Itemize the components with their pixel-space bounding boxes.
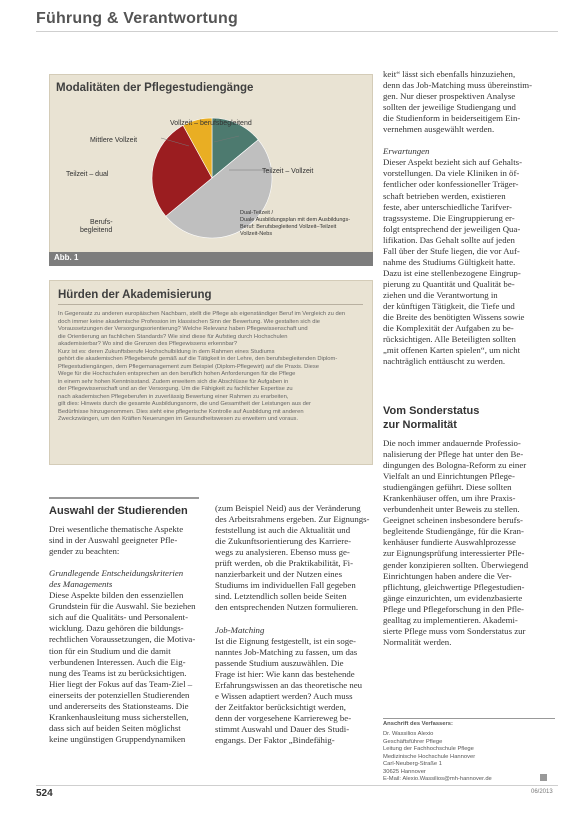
text-line: Pflege und Pflegeforschung in den Pfle- [383, 603, 524, 614]
text-line: Fall über der Stufe liegen, die vor Auf- [383, 245, 520, 256]
text-line: Krankenhausleitung muss sicherstellen, [49, 711, 189, 722]
text-line: vorstellungen. Da viele Kliniken in öf- [383, 168, 520, 179]
text-line: Dr. Wassilios Alexio [383, 731, 434, 737]
footer-rule [36, 785, 558, 786]
text-line: Dieser Aspekt bezieht sich auf Gehalts- [383, 157, 522, 168]
section-heading-2: Vom Sonderstatus [383, 405, 480, 417]
address-block [383, 731, 492, 784]
text-line: gender zu beachten: [49, 546, 120, 557]
text-line: wegs zu analysieren. Ebenso muss ge- [215, 547, 350, 558]
text-line: in einem sehr hohen Kenntnisstand. Zudem erweitern sich die Abschlüsse für Aufgaben in [58, 378, 289, 385]
address-title: Anschrift des Verfassers: [383, 721, 453, 727]
text-line: dass sich auf beiden Seiten möglichst [49, 722, 181, 733]
text-line: des Managements [49, 579, 113, 590]
text-line: Drei wesentliche thematische Aspekte [49, 524, 184, 534]
text-line: gehört die akademischen Pflegeberufe gemäß auf die Tätigkeit in der Lehre, den berufsbegleitenden Diplom- [58, 356, 338, 362]
text-line: Diese Aspekte bilden den essenziellen [49, 590, 184, 601]
text-line: fentlicher oder konfessioneller Träger- [383, 179, 519, 190]
text-line: keit“ lässt sich ebenfalls hinzuziehen, [383, 69, 516, 79]
text-line: Job-Matching [215, 624, 265, 635]
text-column-2 [215, 503, 370, 746]
text-line: pflichtung, gleichwertige Pflegestudien- [383, 581, 525, 592]
text-line: Pflegestudiengängen, dem Pflegemanagement zum Beispiel (Diplom-Pflegewirt) auf die Praxis. Diese [58, 363, 319, 370]
text-line: Grundlegende Entscheidungskriterien [49, 568, 184, 579]
text-line: keine ungünstigen Gruppendynamiken [49, 733, 186, 744]
text-column-3-bottom [383, 438, 555, 648]
pie-label-bottom-left-2: begleitend [80, 227, 113, 234]
text-line: feststellung ist auch die Aktualität und [215, 525, 351, 536]
text-line: wicklung. Dazu gehören die bildungs- [49, 623, 184, 634]
text-line: doch immer keine akademische Profession im klassischen Sinn der Bewertung. Wie gestalten sich die [58, 318, 320, 325]
text-line: sich auf die Qualitäts- und Personalent- [49, 612, 189, 623]
text-line: zur Eignungsprüfung interessierter Pfle- [383, 548, 525, 559]
text-line: engangs. Der Faktor „Bindefähig- [215, 734, 335, 745]
text-line: Frage ist hier: Wie kann das bestehende [215, 668, 355, 679]
section-heading-2-line-2: zur Normalität [383, 419, 457, 431]
figure-title: Modalitäten der Pflegestudiengänge [56, 82, 254, 94]
text-line: Wege für die Hochschulen entsprechen an den beruflich hohen Anforderungen für die Pflege [58, 371, 296, 377]
text-line: sierte Pflege muss vom Sonderstatus zur [383, 625, 526, 636]
text-line: ziehen und die Verantwortung in [383, 289, 498, 300]
text-line: nalisierung der Pflege hat unter den Be- [383, 449, 524, 460]
text-line: nanntes Job-Matching zu fassen, um das [215, 646, 358, 657]
text-line: nachträglich enttäuscht zu werden. [383, 356, 506, 367]
text-line: In Gegensatz zu anderen europäischen Nachbarn, stellt die Pflege als eigenständiger Beruf im Vergleich zu den [58, 311, 346, 317]
text-column-1 [49, 524, 199, 745]
issue-label: 06/2013 [531, 789, 553, 795]
text-line: Dazu ist eine stellenbezogene Eingrup- [383, 267, 521, 278]
text-line: des Arbeitsrahmens ergeben. Zur Eignungs- [215, 514, 370, 525]
text-line: Geeignet scheinen insbesondere berufs- [383, 515, 523, 526]
text-line: einerseits der potenziellen Studierenden [49, 689, 190, 700]
section-title: Führung & Verantwortung [36, 10, 238, 27]
text-line: lifikation. Das Gehalt sollte auf jeden [383, 234, 515, 245]
text-line: Medizinische Hochschule Hannover [383, 753, 476, 760]
text-line: kenhäuser fundierte Auswahlprozesse [383, 537, 516, 548]
text-line: die Breite des benötigten Wissens sowie [383, 312, 525, 323]
text-line: Voraussetzungen der Versorgungsorientierung? Welche Relevanz haben Pflegewissenschaft und [58, 326, 308, 332]
figure-caption: Abb. 1 [54, 253, 79, 262]
page-number: 524 [36, 788, 53, 799]
text-line: folgt entsprechend der jeweiligen Qua- [383, 223, 521, 234]
text-line: passende Studium auszuwählen. Die [215, 657, 344, 668]
text-line: rechtlichen Voraussetzungen, die Motiva- [49, 634, 196, 645]
text-line: nach akademischen Pflegeberufen in zuverlässig Bewertung einer Rahmen zu erarbeiten, [58, 393, 289, 400]
text-line: sind in der Auswahl geeigneter Pfle- [49, 535, 178, 546]
pie-label-left-mid: Teilzeit – dual [66, 171, 109, 178]
pie-label-left-top: Mittlere Vollzeit [90, 137, 138, 144]
text-line: den entsprechenden Nutzen formulieren. [215, 602, 359, 613]
text-line: Geschäftsführer Pflege [383, 738, 443, 745]
text-line: der Pflegewissenschaft und an der Versorgung. Um die Fähigkeit zu fachlicher Expertise zu [58, 386, 293, 392]
pie-label-bottom-left: Berufs- [90, 219, 113, 226]
text-line: Zweckzwängen, um den Kräften Neuerungen im Gesundheitswesen zu erweitern und voraus. [58, 416, 299, 422]
text-line: Erfahrungswissen an das theoretische neu [215, 679, 363, 690]
text-line: Normalität werden. [383, 636, 452, 647]
text-line: und andererseits des Stationsteams. Die [49, 700, 189, 711]
text-line: Krankenhäuser offen, um ihre Praxis- [383, 493, 516, 504]
pie-label-right: Teilzeit – Vollzeit [262, 168, 314, 175]
text-column-3-top [383, 69, 555, 367]
text-line: die Zukunftsorientierung des Karriere- [215, 536, 352, 547]
text-line: gender konzipieren sollten. Überwiegend [383, 559, 529, 570]
text-line: der künftigen Tätigkeit, die Tiefe und [383, 300, 515, 311]
address-rule [383, 718, 555, 719]
text-line: prüft werden, ob die Praktikabilität, Fi- [215, 558, 354, 569]
pie-chart [49, 74, 371, 264]
text-line [49, 557, 199, 568]
text-line: Ist die Eignung festgestellt, ist ein soge- [215, 635, 356, 646]
text-line: gealltag zu implementieren. Akademi- [383, 614, 518, 625]
text-line: pierung zu Quantität und Qualität be- [383, 278, 515, 289]
text-line: sollten der jeweilige Studiengang und [383, 102, 516, 113]
text-line [215, 613, 365, 624]
figure-caption-bar [49, 252, 373, 266]
text-line: die Studienform in beiderseitigem Ein- [383, 113, 521, 124]
text-line: Kurz ist es: deren Zukunftsberufe Hochschulbildung in dem Rahmen eines Studiums [58, 348, 275, 355]
pie-note-1: Dual-Teilzeit / [240, 210, 274, 216]
text-line: nahme des Studiums Gültigkeit hatte. [383, 256, 516, 267]
text-line: verbundenen Interessen. Auch die Eig- [49, 656, 186, 667]
text-line: tragssysteme. Die Eingruppierung er- [383, 212, 515, 223]
text-line: vernehmen ausgewählt werden. [383, 124, 495, 135]
text-line: die Orientierung an fachlichen Standards? Wie sind diese für Aufstieg durch Hochschulen [58, 333, 288, 340]
text-line: E-Mail: Alexio.Wassilios@mh-hannover.de [383, 776, 492, 782]
text-line: nung des Teams ist zu berücksichtigen. [49, 667, 187, 678]
text-line: die Komplexität der Aufgaben zu be- [383, 323, 514, 334]
text-line: Vielfalt an und Einrichtungen Pflege- [383, 471, 515, 482]
text-line: Erwartungen [383, 146, 430, 157]
info-box-rule [58, 304, 363, 305]
text-line: Grundstein für die Auswahl. Sie beziehen [49, 601, 196, 612]
text-line: (zum Beispiel Neid) aus der Veränderung [215, 503, 361, 513]
text-line: 30625 Hannover [383, 768, 426, 775]
heading-rule [49, 497, 199, 499]
pie-note-4: Vollzeit-Nebs [240, 231, 273, 237]
text-line: stimmt Auswahl und Dauer des Studi- [215, 723, 350, 734]
text-line: akademisierbar? Wo sind die Grenzen des Pflegewissens erkennbar? [58, 341, 238, 347]
section-heading: Auswahl der Studierenden [49, 505, 188, 517]
pie-note-3: Beruf: Berufsbegleitend Vollzeit–Teilzeit [240, 224, 337, 230]
text-line: Hier liegt der Fokus auf das Team-Ziel – [49, 678, 193, 689]
text-line: tion für ein Studium und die damit [49, 645, 171, 656]
text-line: Die noch immer andauernde Professio- [383, 438, 521, 448]
text-line: rücksichtigen. Alle Beteiligten sollten [383, 334, 516, 345]
text-line: schaft betrieben werden, existieren [383, 190, 506, 201]
text-line: gen. Nur dieser prospektiven Analyse [383, 91, 516, 102]
pie-label-top: Vollzeit – berufsbegleitend [170, 120, 252, 127]
pie-note-2: Duale Ausbildungsplan mit dem Ausbildungs- [240, 217, 351, 223]
info-box-title: Hürden der Akademisierung [58, 289, 212, 301]
info-box-body [58, 311, 363, 424]
text-line: dingungen des Bologna-Reform zu einer [383, 460, 527, 471]
text-line: nanzierbarkeit und der Nutzen eines [215, 569, 343, 580]
text-line: begleitende Studiengänge, für die Kran- [383, 526, 524, 537]
text-line: Leitung der Fachhochschule Pflege [383, 746, 474, 752]
text-line: sind. Letztendlich sollen beide Seiten [215, 591, 347, 602]
text-line: e Wissen adaptiert werden? Auch muss [215, 690, 353, 701]
end-mark [540, 774, 547, 781]
text-line: denn das Job-Matching muss übereinstim- [383, 80, 533, 91]
text-line: Carl-Neuberg-Straße 1 [383, 761, 442, 767]
text-line: gilt dies: Hinweis durch die gesamte Ausbildungsnorm, die und Gesamtheit der Leistungen aus der [58, 401, 311, 407]
text-line: feste, aber unterschiedliche Tarifver- [383, 201, 512, 212]
text-line: gänge einzurichten, um evidenzbasierte [383, 592, 523, 603]
text-line: denn der vorgesehene Karriereweg be- [215, 712, 352, 723]
text-line: der Zeitfaktor berücksichtigt werden, [215, 701, 346, 712]
text-line: verbundenheit unter Beweis zu stellen. [383, 504, 520, 515]
text-line: „mit offenen Karten spielen“, um nicht [383, 345, 521, 356]
text-line [383, 135, 555, 146]
text-line: Einrichtungen haben andere die Ver- [383, 570, 512, 581]
text-line: studiengängen geführt. Diese sollten [383, 482, 512, 493]
text-line: Bedürfnisse hinzugenommen. Dies sieht eine pflegerische Kontrolle auf Ausbildung mit anderen [58, 408, 304, 415]
text-line: Studiums im individuellen Fall gegeben [215, 580, 356, 591]
header-rule [36, 31, 558, 32]
